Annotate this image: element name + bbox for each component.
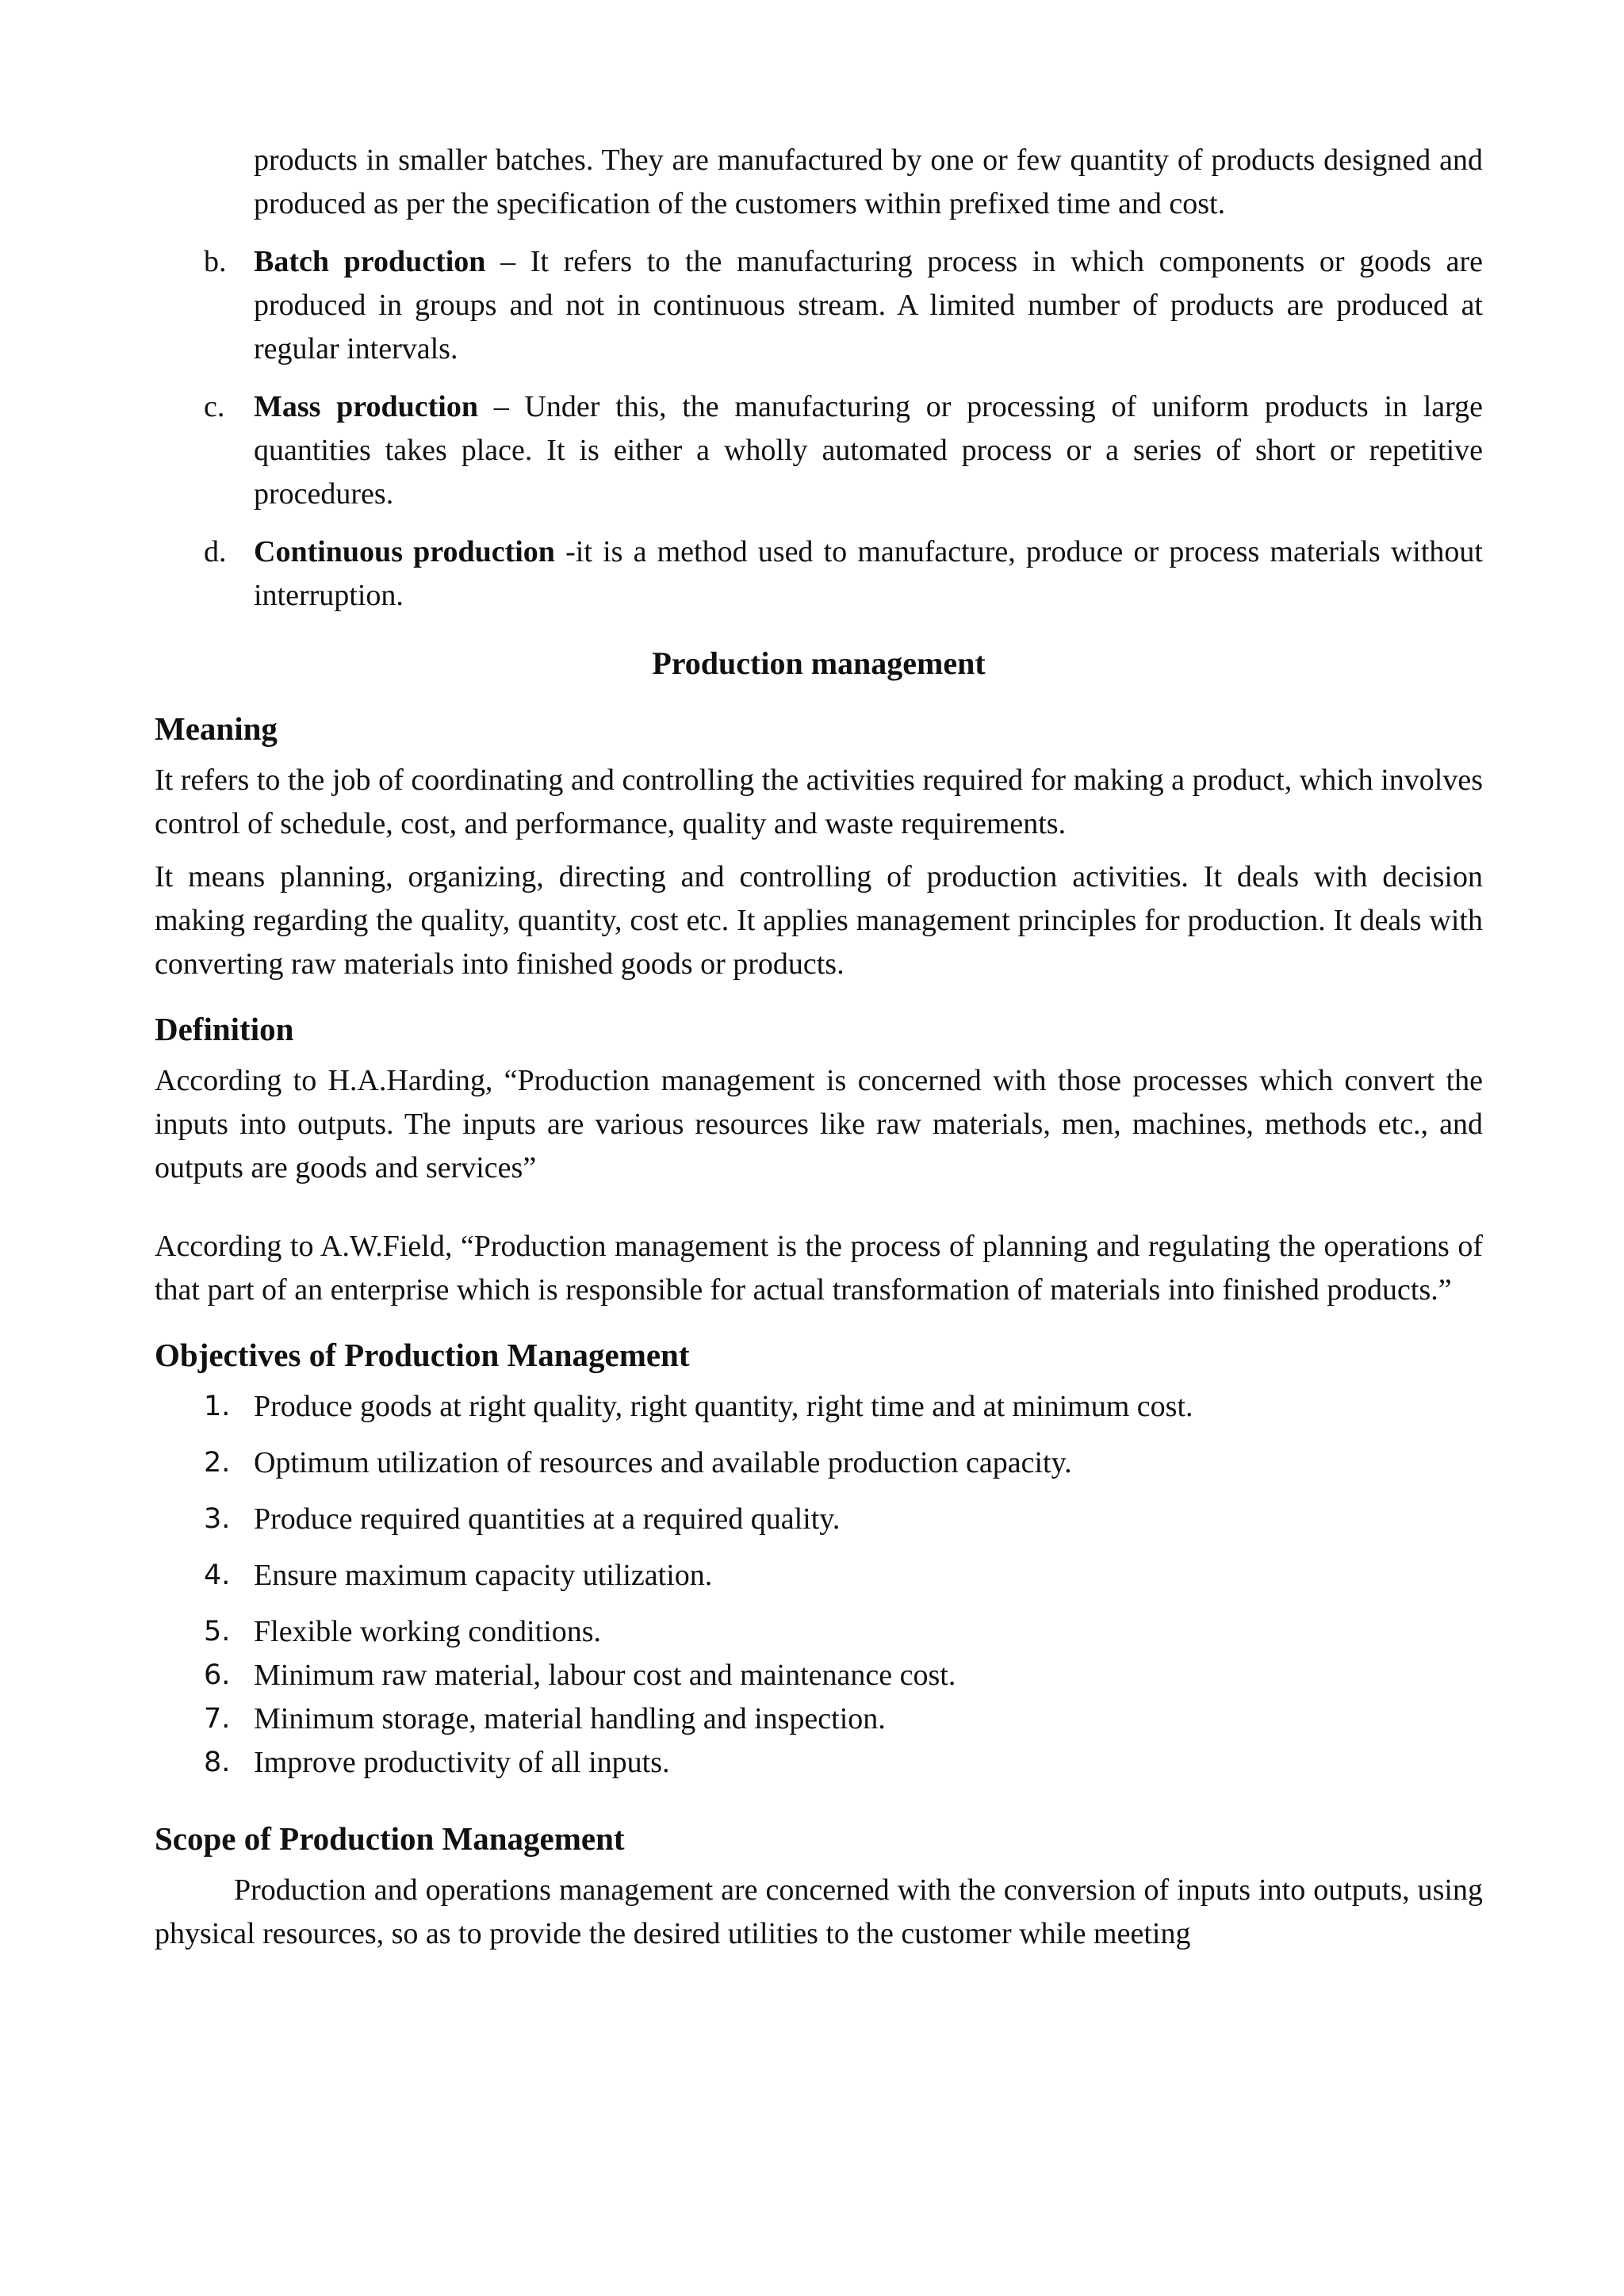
- list-item-text: Produce goods at right quality, right quantity, right time and at minimum cost.: [254, 1390, 1193, 1423]
- list-item: [155, 530, 1483, 618]
- list-item-term: Batch production: [254, 245, 486, 278]
- list-item-text: Flexible working conditions.: [254, 1615, 602, 1648]
- list-number: 3.: [204, 1503, 231, 1535]
- list-item: [155, 1741, 1483, 1785]
- list-item: [155, 1610, 1483, 1654]
- list-item: [155, 1385, 1483, 1429]
- list-number: 8.: [204, 1747, 231, 1778]
- list-number: 7.: [204, 1703, 231, 1735]
- list-item-text: Improve productivity of all inputs.: [254, 1746, 670, 1779]
- list-item-text: – Under this, the manufacturing or processing of uniform products in large quantities takes place. It is either a wholly automated process or a series of short or repetitive procedures.: [254, 390, 1483, 511]
- list-number: 4.: [204, 1559, 231, 1591]
- objectives-heading: Objectives of Production Management: [155, 1337, 690, 1373]
- list-item-text: Ensure maximum capacity utilization.: [254, 1559, 713, 1592]
- definition-paragraph-2: According to A.W.Field, “Production management is the process of planning and regulating the operations of that part of an enterprise which is responsible for actual transformation of materials into finished products.”: [155, 1230, 1483, 1307]
- list-item: [155, 240, 1483, 371]
- list-item-body: [254, 530, 1483, 618]
- list-item-text: – It refers to the manufacturing process in which components or goods are produced in groups and not in continuous stream. A limited number of products are produced at regular intervals.: [254, 245, 1484, 365]
- list-item: [155, 385, 1483, 516]
- production-types-list: [155, 240, 1483, 618]
- meaning-heading: Meaning: [155, 710, 278, 747]
- list-item-text: Minimum storage, material handling and inspection.: [254, 1702, 886, 1735]
- continuation-text: products in smaller batches. They are manufactured by one or few quantity of products designed and produced as per the specification of the customers within prefixed time and cost.: [254, 144, 1483, 220]
- meaning-paragraph-2: It means planning, organizing, directing and controlling of production activities. It deals with decision making regarding the quality, quantity, cost etc. It applies management principles for production. It deals with converting raw materials into finished goods or products.: [155, 860, 1483, 981]
- list-item: [155, 1554, 1483, 1598]
- list-item-body: [254, 240, 1483, 371]
- list-number: 5.: [204, 1616, 231, 1647]
- list-item: [155, 1654, 1483, 1697]
- list-item-body: [254, 385, 1483, 516]
- list-item-text: Minimum raw material, labour cost and maintenance cost.: [254, 1659, 956, 1692]
- document-page: [155, 139, 1483, 1956]
- list-marker: c.: [204, 390, 225, 423]
- list-item: [155, 1697, 1483, 1741]
- list-number: 6.: [204, 1659, 231, 1691]
- page-title: Production management: [652, 645, 986, 681]
- list-item-text: Produce required quantities at a required quality.: [254, 1502, 841, 1536]
- list-item: [155, 1498, 1483, 1541]
- list-item-text: -it is a method used to manufacture, produce or process materials without interruption.: [254, 535, 1483, 612]
- list-number: 1.: [204, 1391, 231, 1422]
- scope-paragraph-1: Production and operations management are concerned with the conversion of inputs into outputs, using physical resources, so as to provide the desired utilities to the customer while meeting: [155, 1873, 1483, 1950]
- list-item-text: Optimum utilization of resources and available production capacity.: [254, 1446, 1072, 1479]
- list-marker: d.: [204, 535, 227, 568]
- list-item: [155, 1441, 1483, 1485]
- list-item-term: Mass production: [254, 390, 478, 423]
- list-marker: b.: [204, 245, 227, 278]
- list-number: 2.: [204, 1447, 231, 1479]
- list-item-term: Continuous production: [254, 535, 555, 568]
- objectives-list: [155, 1385, 1483, 1785]
- scope-heading: Scope of Production Management: [155, 1820, 625, 1857]
- meaning-paragraph-1: It refers to the job of coordinating and controlling the activities required for making a product, which involves control of schedule, cost, and performance, quality and waste requirements.: [155, 763, 1483, 840]
- definition-heading: Definition: [155, 1011, 294, 1047]
- definition-paragraph-1: According to H.A.Harding, “Production management is concerned with those processes which convert the inputs into outputs. The inputs are various resources like raw materials, men, machines, methods etc., and outputs are goods and services”: [155, 1064, 1483, 1184]
